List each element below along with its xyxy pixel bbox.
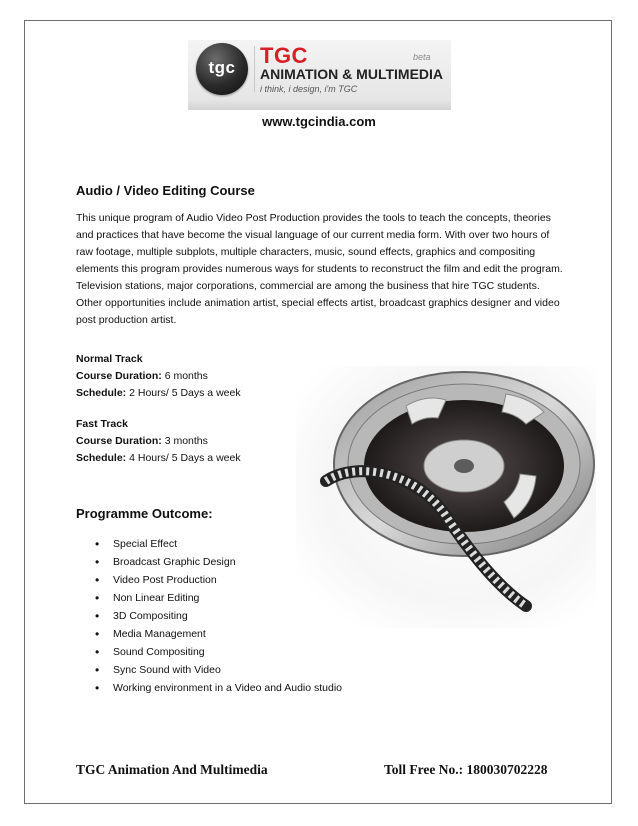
list-item: • Sound Compositing	[95, 643, 342, 661]
schedule-label: Schedule:	[76, 387, 127, 399]
reel-center-hole	[454, 459, 474, 473]
list-item: • Working environment in a Video and Audio studio	[95, 679, 342, 697]
logo-brand: TGC	[260, 43, 308, 68]
list-item: • Special Effect	[95, 535, 342, 553]
normal-track	[76, 351, 241, 402]
fast-track	[76, 416, 241, 467]
logo-tagline: i think, i design, i'm TGC	[260, 84, 358, 94]
website-url: www.tgcindia.com	[262, 114, 376, 129]
list-item: • Sync Sound with Video	[95, 661, 342, 679]
footer-toll-free: Toll Free No.: 180030702228	[384, 762, 548, 777]
logo-divider	[254, 46, 255, 92]
schedule-value: 2 Hours/ 5 Days a week	[129, 387, 241, 399]
tgc-logo	[188, 40, 451, 110]
list-item: • Video Post Production	[95, 571, 342, 589]
logo-beta: beta	[413, 52, 431, 62]
duration-value: 3 months	[164, 435, 208, 447]
logo-subtitle: ANIMATION & MULTIMEDIA	[260, 66, 444, 82]
course-description: This unique program of Audio Video Post Production provides the tools to teach the concepts, theories and practices that have become the visual language of our current media form. With over two hours of raw footage, multiple subplots, multiple characters, music, sound effects, graphics and compositing elements this program provides numerous ways for students to reconstruct the film and edit the program. Television stations, major corporations, commercial are among the business that hire TGC students. Other opportunities include animation artist, special effects artist, broadcast graphics designer and video post production artist.	[76, 212, 563, 326]
list-item: • Broadcast Graphic Design	[95, 553, 342, 571]
track-duration	[76, 433, 241, 450]
list-item: • 3D Compositing	[95, 607, 342, 625]
duration-value: 6 months	[164, 370, 208, 382]
schedule-value: 4 Hours/ 5 Days a week	[129, 452, 241, 464]
outcome-list	[95, 535, 342, 697]
course-title: Audio / Video Editing Course	[76, 183, 255, 198]
logo-badge-text: tgc	[208, 58, 236, 77]
track-schedule	[76, 385, 241, 402]
programme-outcome-title: Programme Outcome:	[76, 506, 213, 521]
track-duration	[76, 368, 241, 385]
track-schedule	[76, 450, 241, 467]
track-name: Fast Track	[76, 418, 128, 430]
duration-label: Course Duration:	[76, 370, 162, 382]
footer-company-name: TGC Animation And Multimedia	[76, 762, 268, 777]
logo-shadow	[188, 100, 451, 110]
logo-badge	[196, 43, 248, 95]
list-item: • Non Linear Editing	[95, 589, 342, 607]
list-item: • Media Management	[95, 625, 342, 643]
schedule-label: Schedule:	[76, 452, 127, 464]
duration-label: Course Duration:	[76, 435, 162, 447]
track-name: Normal Track	[76, 353, 143, 365]
